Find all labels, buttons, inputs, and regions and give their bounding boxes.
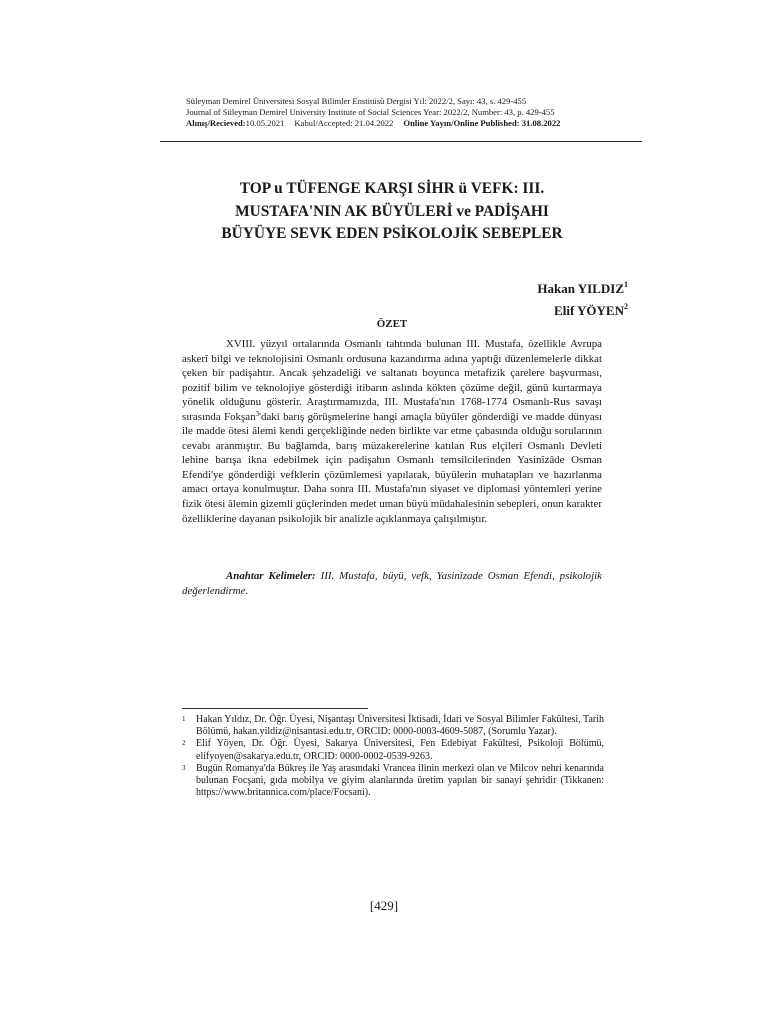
journal-header — [186, 96, 626, 129]
footnote-1-number: 1 — [182, 715, 186, 723]
footnote-1-text: Hakan Yıldız, Dr. Öğr. Üyesi, Nişantaşı Üniversitesi İktisadi, İdari ve Sosyal Bilimler Fakültesi, Tarih Bölümü, hakan.yildiz@nisantasi.edu.tr, ORCID: 0000-0003-4609-5087, (Sorumlu Yazar). — [196, 714, 604, 738]
author-1-name: Hakan YILDIZ — [537, 281, 624, 296]
footnote-3-number: 3 — [182, 763, 186, 772]
keywords-paragraph — [182, 569, 602, 598]
received-date: 10.05.2021 — [245, 118, 285, 128]
abstract-body — [182, 337, 602, 526]
footnote-3-text: Bugün Romanya'da Bükreş ile Yaş arasındaki Vrancea ilinin merkezi olan ve Milcov nehri kenarında bulunan Focşani, gıda mobilya ve giyim alanlarında üretim yapılan bir sanayi şehridir (Tikkanen: https://www.britannica.com/place/Focsani). — [196, 762, 604, 799]
author-2 — [537, 298, 628, 320]
abstract-text-part-2: 'daki barış görüşmelerine hangi amaçla büyüler gönderdiği ve madde dünyası ile madde ötesi âlemi kendi gerçekliğinde neden birlikte var etme çabasında olduğu sorularının cevabı aranmıştır. Bu bağlamda, barış müzakerelerine katılan Rus elçileri Osmanlı Devleti lehine barışa ikna edebilmek için padişahın Osmanlı temsilcilerinden Yasinîzâde Osman Efendi'ye gönderdiği vefklerin çözümlemesi yapılarak, büyülerin muhatapları ve hazırlanma amacı ortaya konulmuştur. Daha sonra III. Mustafa'nın siyaset ve diplomasi yöntemleri yerine fizik ötesi âlemin gizemli güçlerinden medet uman büyü müdahalesinin sebepleri, onun karakter özelliklerine dayanan psikolojik bir analizle açıklanmaya çalışılmıştır. — [182, 410, 602, 525]
header-divider — [160, 141, 642, 142]
keywords-text: III. Mustafa, büyü, vefk, Yasinîzade Osman Efendi, psikolojik değerlendirme. — [182, 570, 602, 597]
footnote-divider — [182, 708, 368, 709]
keywords-label: Anahtar Kelimeler: — [226, 570, 316, 582]
accepted-date: Kabul/Accepted: 21.04.2022 — [294, 118, 394, 128]
footnotes — [182, 714, 604, 799]
title-line-1: TOP u TÜFENGE KARŞI SİHR ü VEFK: III. — [239, 180, 545, 197]
author-1-footnote-mark: 1 — [624, 280, 628, 289]
author-1 — [537, 276, 628, 298]
footnote-reference-3: 3 — [255, 409, 260, 418]
title-line-3: BÜYÜYE SEVK EDEN PSİKOLOJİK SEBEPLER — [221, 225, 563, 242]
dates-row — [186, 118, 626, 129]
keywords — [182, 569, 602, 598]
footnote-3 — [182, 763, 604, 800]
abstract-heading: ÖZET — [376, 318, 408, 330]
journal-name-en: Journal of Süleyman Demirel University Institute of Social Sciences Year: 2022/2, Number: 43, p. 429-455 — [186, 107, 555, 117]
article-title — [160, 178, 624, 246]
received-label: Alınış/Recieved: — [186, 118, 246, 128]
journal-name-tr: Süleyman Demirel Üniversitesi Sosyal Bilimler Enstitüsü Dergisi Yıl: 2022/2, Sayı: 43, s. 429-455 — [186, 96, 527, 106]
footnote-1 — [182, 714, 604, 738]
title-line-2: MUSTAFA'NIN AK BÜYÜLERİ ve PADİŞAHI — [235, 202, 549, 220]
published-date: Online Yayın/Online Published: 31.08.2022 — [403, 118, 561, 128]
footnote-2-text: Elif Yöyen, Dr. Öğr. Üyesi, Sakarya Üniversitesi, Fen Edebiyat Fakültesi, Psikoloji Bölümü, elifyoyen@sakarya.edu.tr, ORCID: 0000-0002-0539-9263. — [196, 738, 604, 762]
abstract-text-part-1: XVIII. yüzyıl ortalarında Osmanlı tahtında bulunan III. Mustafa, özellikle Avrupa askerî bilgi ve teknolojisini Osmanlı ordusuna kazandırma adına yaptığı düzenlemelerle dikkat çeken bir padişahtır. Ancak şehzadeliği ve saltanatı boyunca metafizik çarelere başvurması, pozitif bilim ve teknolojiye gösterdiği itibarın aslında kökten çözüme değil, günü kurtarmaya yönelik olduğunu gösterir. Araştırmamızda, III. Mustafa'nın 1768-1774 Osmanlı-Rus savaşı sırasında Fokşan — [182, 338, 602, 423]
footnote-2 — [182, 738, 604, 762]
author-2-footnote-mark: 2 — [624, 302, 628, 311]
abstract-paragraph — [182, 337, 602, 526]
author-2-name: Elif YÖYEN — [554, 303, 624, 318]
footnote-2-number: 2 — [182, 739, 186, 748]
page-number: [429] — [369, 898, 399, 913]
author-list — [537, 276, 628, 320]
